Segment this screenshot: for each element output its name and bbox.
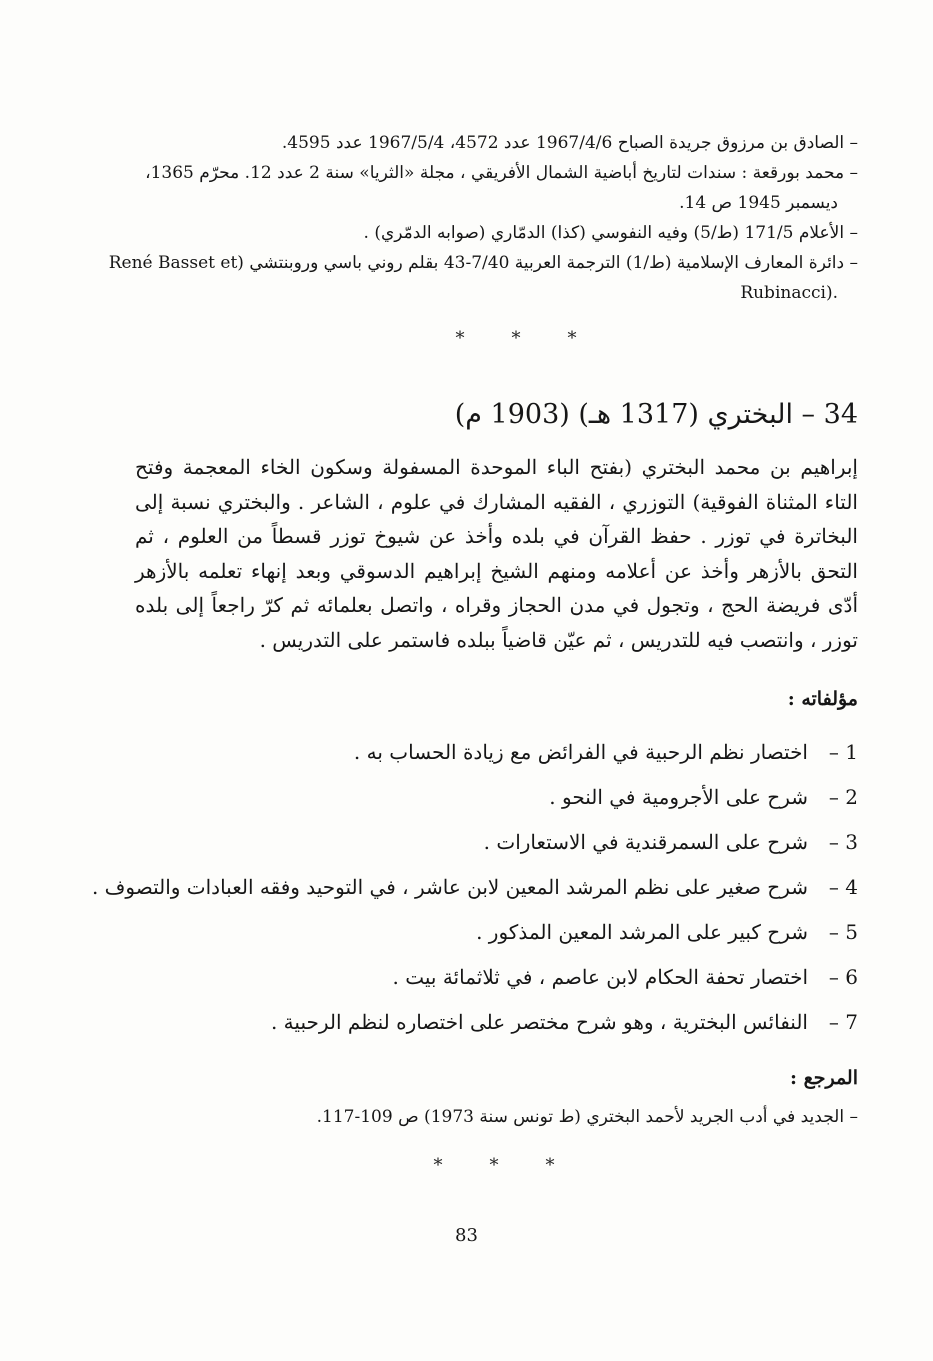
reference-line: – دائرة المعارف الإسلامية (ط/1) الترجمة العربية 7/40-43 بقلم روني باسي وروبنتشي (René Basset et	[108, 253, 858, 273]
reference-line: – محمد بورقعة : سندات لتاريخ أباضية الشمال الأفريقي ، مجلة «الثريا» سنة 2 عدد 12. محرّم 1365،	[145, 163, 858, 183]
works-list-item	[92, 910, 858, 955]
top-references	[100, 128, 858, 308]
separator-star: *	[455, 328, 465, 349]
item-number: 5 –	[828, 920, 858, 944]
item-number: 2 –	[828, 785, 858, 809]
page-number: 83	[455, 1225, 478, 1246]
works-list-item	[92, 775, 858, 820]
reference-line: – الصادق بن مرزوق جريدة الصباح 1967/4/6 عدد 4572، 1967/5/4 عدد 4595.	[281, 133, 858, 153]
reference-line-continuation: ديسمبر 1945 ص 14.	[679, 193, 838, 213]
section-separator	[450, 328, 582, 349]
separator-star: *	[433, 1155, 443, 1176]
works-list-item	[92, 820, 858, 865]
reference-line: – الجديد في أدب الجريد لأحمد البختري (ط تونس سنة 1973) ص 109-117.	[316, 1107, 858, 1127]
item-text: النفائس البخترية ، وهو شرح مختصر على اختصاره لنظم الرحبية .	[270, 1010, 808, 1034]
works-list-item	[92, 955, 858, 1000]
item-number: 6 –	[828, 965, 858, 989]
item-text: شرح كبير على المرشد المعين المذكور .	[476, 920, 808, 944]
works-heading: مؤلفاته :	[787, 688, 858, 710]
item-number: 3 –	[828, 830, 858, 854]
item-number: 1 –	[828, 740, 858, 764]
separator-star: *	[489, 1155, 499, 1176]
works-list-item	[92, 730, 858, 775]
works-list	[92, 730, 858, 1045]
item-text: شرح صغير على نظم المرشد المعين لابن عاشر ، في التوحيد وفقه العبادات والتصوف .	[91, 875, 808, 899]
entry-title: 34 – البختري (1317 هـ) (1903 م)	[454, 399, 858, 430]
works-list-item	[92, 865, 858, 910]
separator-star: *	[567, 328, 577, 349]
item-number: 7 –	[828, 1010, 858, 1034]
item-text: اختصار تحفة الحكام لابن عاصم ، في ثلاثمائة بيت .	[392, 965, 808, 989]
works-list-item	[92, 1000, 858, 1045]
item-number: 4 –	[828, 875, 858, 899]
biography-paragraph: إبراهيم بن محمد البختري (بفتح الباء الموحدة المسفولة وسكون الخاء المعجمة وفتح التاء المثناة الفوقية) التوزري ، الفقيه المشارك في علوم ، الشاعر . والبختري نسبة إلى البخاترة في توزر . حفظ القرآن في بلده وأخذ عن شيوخ توزر قسطاً من العلوم ، ثم التحق بالأزهر وأخذ عن أعلامه ومنهم الشيخ إبراهيم الدسوقي وبعد إنهاء تعلمه بالأزهر أدّى فريضة الحج ، وتجول في مدن الحجاز وقراه ، واتصل بعلمائه ثم كرّ راجعاً إلى بلده توزر ، وانتصب فيه للتدريس ، ثم عيّن قاضياً ببلده فاستمر على التدريس .	[135, 455, 858, 652]
item-text: شرح على الأجرومية في النحو .	[549, 785, 808, 809]
separator-star: *	[511, 328, 521, 349]
item-text: شرح على السمرقندية في الاستعارات .	[483, 830, 808, 854]
separator-star: *	[545, 1155, 555, 1176]
item-text: اختصار نظم الرحبية في الفرائض مع زيادة الحساب به .	[353, 740, 808, 764]
reference-heading: المرجع :	[789, 1067, 858, 1089]
section-separator	[428, 1155, 560, 1176]
reference-line-continuation: .(Rubinacci	[740, 283, 838, 303]
reference-line: – الأعلام 171/5 (ط/5) وفيه النفوسي (كذا) الدمّاري (صوابه الدمّري) .	[363, 223, 858, 243]
